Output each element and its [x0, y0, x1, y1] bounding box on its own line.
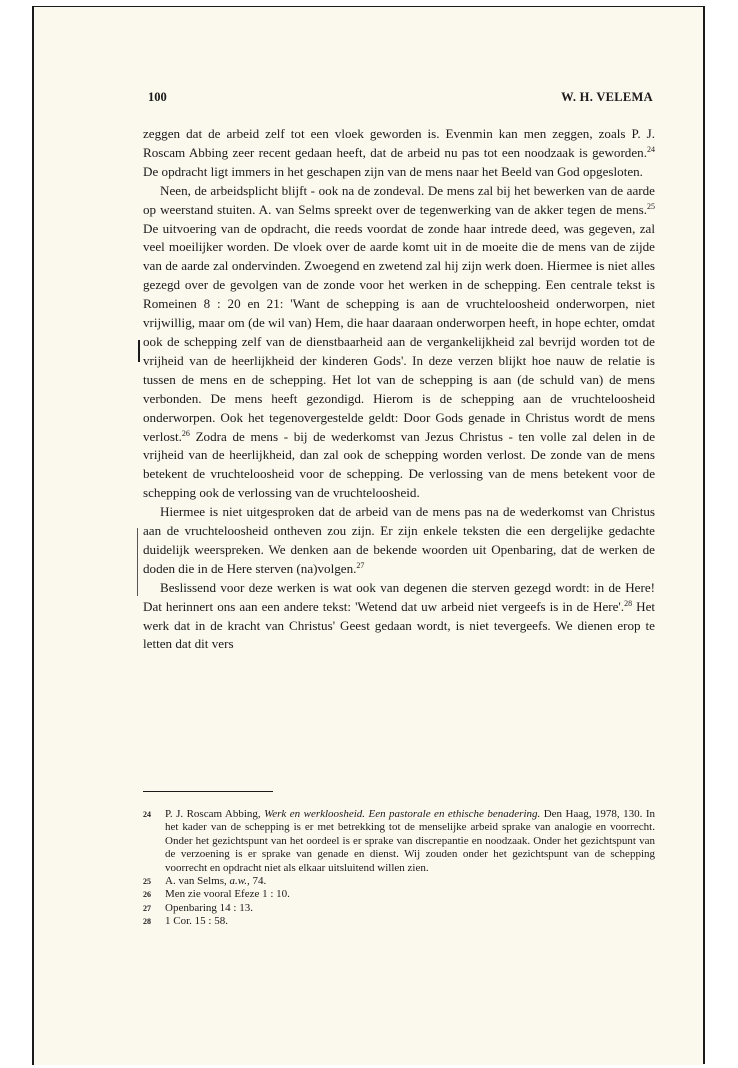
- footnote-number: 28: [143, 917, 151, 927]
- footnote-27: [143, 902, 655, 915]
- footnote-ref: 28: [624, 598, 633, 608]
- footnote-text: 74.: [252, 875, 267, 888]
- footnote-ref: 27: [356, 560, 365, 570]
- footnote-ref: 25: [647, 201, 655, 211]
- page-number: 100: [148, 90, 167, 104]
- paragraph-3: [143, 503, 655, 579]
- footnote-26: [143, 888, 655, 901]
- paragraph-2: [143, 182, 655, 503]
- footnote-title: a.w.,: [229, 875, 250, 888]
- text-run: Neen, de arbeidsplicht blijft - ook na de zondeval. De mens zal bij het bewerken van de aarde op weerstand stuiten. A. van Selms spreekt over de tegenwerking van de akker tegen de mens.: [143, 182, 655, 217]
- margin-annotation-bracket: [137, 528, 138, 596]
- footnote-28: [143, 915, 655, 928]
- page-edge: [703, 6, 705, 1064]
- text-run: Het werk dat in de kracht van Christus' Geest gedaan wordt, is niet tevergeefs. We dienen erop te letten dat dit vers: [143, 598, 656, 652]
- footnotes: [143, 808, 655, 929]
- paragraph-4: [143, 579, 655, 655]
- footnote-author: A. van Selms,: [165, 875, 227, 888]
- text-run: Zodra de mens - bij de wederkomst van Jezus Christus - ten volle zal delen in de vrijheid van de heerlijkheid, dan zal ook de schepping worden verlost. De zonde van de mens betekent de vruchteloosheid voor de schepping. De verlossing van de mens betekent voor de schepping ook de verlossing van de vruchteloosheid.: [143, 428, 656, 501]
- text-run: De opdracht ligt immers in het geschapen zijn van de mens naar het Beeld van God opgesloten.: [143, 163, 643, 179]
- body-text: [143, 125, 655, 654]
- text-run: Beslissend voor deze werken is wat ook van degenen die sterven gezegd wordt: in de Here! Dat herinnert ons aan een andere tekst: 'Wetend dat uw arbeid niet vergeefs is in de Here'.: [143, 579, 655, 614]
- running-head-author: W. H. VELEMA: [561, 90, 653, 104]
- footnote-title: Werk en werkloosheid. Een pastorale en ethische benadering.: [264, 808, 541, 820]
- footnote-author: P. J. Roscam Abbing,: [165, 808, 261, 820]
- margin-annotation-mark: [138, 340, 140, 362]
- footnote-text: Den Haag, 1978, 130. In het kader van de schepping is er met betrekking tot de menselijke arbeid sprake van analogie en voorrecht. Onder het gezichtspunt van het oordeel is er sprake van discrepantie en noodzaak. Onder het gezichtspunt van de verzoening is er sprake van genade en dienst. Wij zouden onder het gezichtspunt van de schepping voorrecht en opdracht niet als elkaar uitsluitend willen zien.: [165, 808, 656, 874]
- footnote-text: Openbaring 14 : 13.: [165, 901, 253, 914]
- footnote-25: [143, 875, 655, 888]
- text-run: De uitvoering van de opdracht, die reeds voordat de zonde haar intrede deed, was gegeven, zal veel moeilijker worden. De vloek over de aarde komt uit in de moeite die de mens van de zijde van de aarde zal ondervinden. Zwoegend en zwetend zal hij zijn werk doen. Hiermee is niet alles gezegd over de gevolgen van de zonde voor het werken in de schepping. Een centrale tekst is Romeinen 8 : 20 en 21: 'Want de schepping is aan de vruchteloosheid onderworpen, niet vrijwillig, maar om (de wil van) Hem, die haar daaraan onderworpen heeft, in hope echter, omdat ook de schepping zelf van de dienstbaarheid aan de vergankelijkheid zal bevrijd worden tot de vrijheid van de heerlijkheid der kinderen Gods'. In deze verzen blijkt hoe nauw de relatie is tussen de mens en de schepping. Het lot van de schepping is aan (de schuld van) de mens verbonden. De mens heeft gezondigd. Hierom is de schepping aan de vruchteloosheid onderworpen. Ook het tegenovergestelde geldt: Door Gods genade in Christus wordt de mens verlost.: [143, 220, 655, 444]
- text-run: zeggen dat de arbeid zelf tot een vloek geworden is. Evenmin kan men zeggen, zoals P. J. Roscam Abbing zeer recent gedaan heeft, dat de arbeid nu pas tot een noodzaak is geworden.: [143, 126, 655, 160]
- footnote-number: 25: [143, 877, 151, 887]
- footnote-number: 24: [143, 810, 151, 819]
- footnote-24: [143, 808, 655, 875]
- footnote-number: 26: [143, 890, 151, 900]
- footnote-ref: 24: [647, 144, 655, 154]
- footnote-number: 27: [143, 903, 151, 913]
- text-run: Hiermee is niet uitgesproken dat de arbeid van de mens pas na de wederkomst van Christus aan de vruchteloosheid ontheven zou zijn. Er zijn enkele teksten die een dergelijke gedachte duidelijk weerspreken. We denken aan de bekende woorden uit Openbaring, dat de werken de doden die in de Here sterven (na)volgen.: [143, 504, 655, 576]
- paragraph-1: [143, 125, 655, 182]
- footnote-text: 1 Cor. 15 : 58.: [165, 915, 228, 928]
- footnote-text: Men zie vooral Efeze 1 : 10.: [165, 888, 290, 901]
- footnote-ref: 26: [181, 428, 190, 438]
- footnote-rule: [143, 791, 273, 792]
